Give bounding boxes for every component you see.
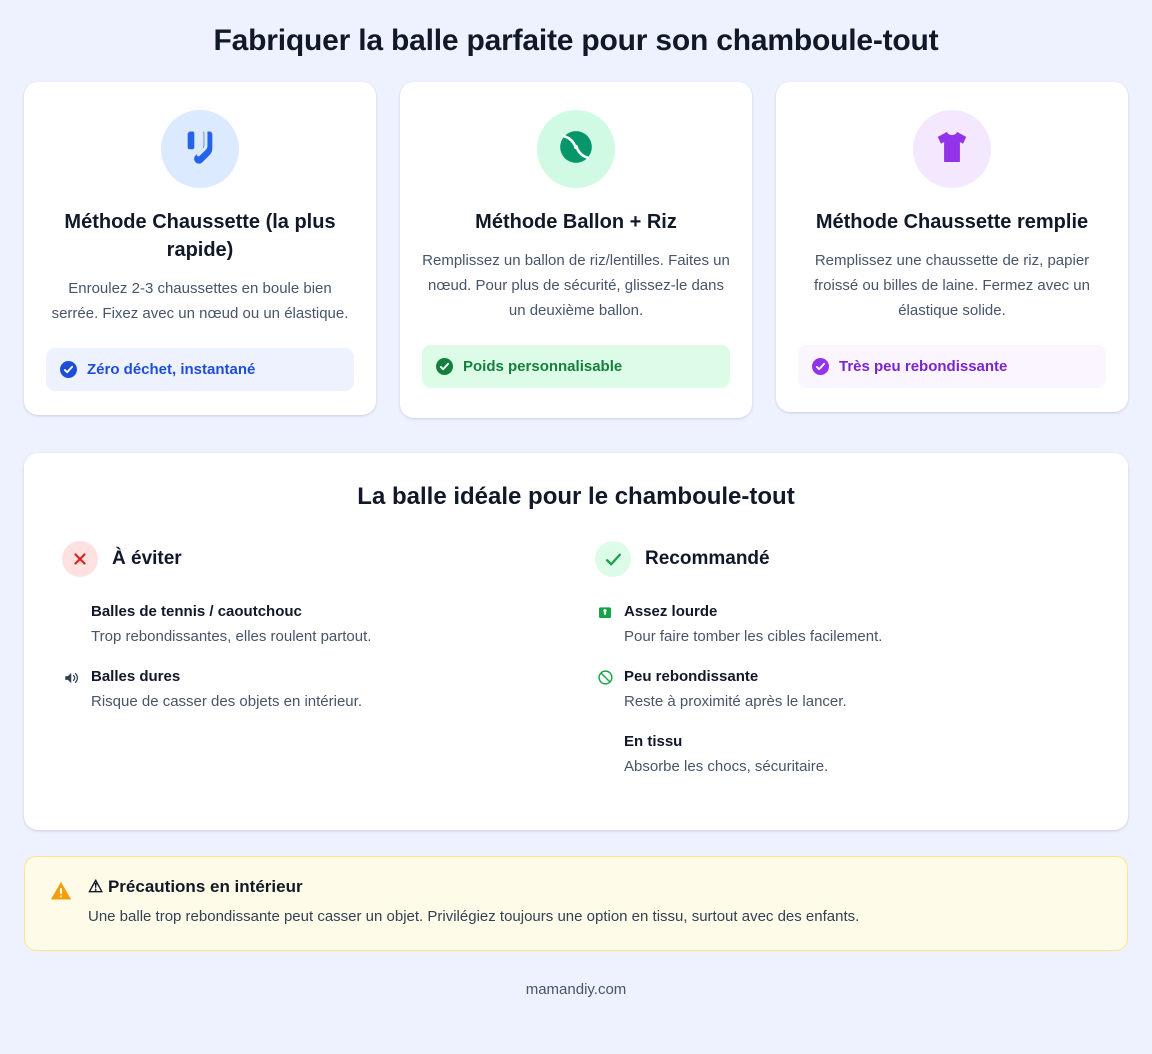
method-description: Remplissez un ballon de riz/lentilles. Faites un nœud. Pour plus de sécurité, glissez-le dans un deuxième ballon.	[422, 252, 730, 319]
list-item-title: Assez lourde	[624, 603, 718, 620]
methods-row	[24, 82, 1128, 418]
method-badge-label: Très peu rebondissante	[839, 358, 1008, 375]
avoid-heading-label: À éviter	[112, 548, 182, 569]
socks-icon-circle	[161, 110, 239, 188]
check-circle-icon	[595, 541, 631, 577]
list-item	[62, 666, 557, 713]
method-card-socks[interactable]	[24, 82, 376, 415]
list-item	[595, 601, 1090, 648]
avoid-column	[62, 541, 557, 796]
check-circle-icon	[436, 358, 453, 375]
list-item-desc: Reste à proximité après le lancer.	[624, 693, 847, 710]
method-description: Enroulez 2-3 chaussettes en boule bien serrée. Fixez avec un nœud ou un élastique.	[51, 280, 349, 322]
warning-triangle-icon	[49, 877, 73, 928]
x-circle-icon	[62, 541, 98, 577]
tshirt-icon	[933, 128, 971, 171]
tennis-ball-icon-circle	[537, 110, 615, 188]
page-title: Fabriquer la balle parfaite pour son chamboule-tout	[213, 24, 939, 57]
list-item	[595, 731, 1090, 778]
method-badge	[46, 348, 354, 391]
list-item-desc: Risque de casser des objets en intérieur.	[91, 693, 362, 710]
method-badge-label: Zéro déchet, instantané	[87, 361, 256, 378]
list-item-title: Balles dures	[91, 668, 181, 685]
avoid-heading	[62, 541, 557, 577]
method-badge	[422, 345, 730, 388]
list-item-desc: Absorbe les chocs, sécuritaire.	[624, 758, 829, 775]
list-item-desc: Trop rebondissantes, elles roulent partout.	[91, 628, 372, 645]
method-title: Méthode Ballon + Riz	[475, 211, 677, 233]
no-bounce-icon	[595, 666, 615, 686]
list-item-title: Balles de tennis / caoutchouc	[91, 603, 302, 620]
check-circle-icon	[812, 358, 829, 375]
speaker-icon	[62, 666, 82, 687]
footer-site-name: mamandiy.com	[525, 981, 627, 998]
warning-title: ⚠ Précautions en intérieur	[88, 877, 303, 896]
ideal-ball-title: La balle idéale pour le chamboule-tout	[357, 483, 795, 510]
tennis-ball-icon	[557, 128, 595, 171]
check-circle-icon	[60, 361, 77, 378]
ideal-columns	[62, 541, 1090, 796]
method-card-balloon-rice[interactable]	[400, 82, 752, 418]
method-card-filled-sock[interactable]	[776, 82, 1128, 412]
ideal-ball-card	[24, 453, 1128, 830]
method-description: Remplissez une chaussette de riz, papier froissé ou billes de laine. Fermez avec un élastique solide.	[814, 252, 1090, 319]
list-item-desc: Pour faire tomber les cibles facilement.	[624, 628, 883, 645]
list-item-title: En tissu	[624, 733, 683, 750]
method-badge-label: Poids personnalisable	[463, 358, 623, 375]
method-badge	[798, 345, 1106, 388]
tshirt-icon-circle	[913, 110, 991, 188]
weight-icon	[595, 601, 615, 620]
list-item	[595, 666, 1090, 713]
recommended-column	[595, 541, 1090, 796]
socks-icon	[181, 128, 219, 171]
warning-body	[88, 877, 859, 928]
recommended-heading-label: Recommandé	[645, 548, 770, 569]
method-title: Méthode Chaussette (la plus rapide)	[64, 211, 336, 261]
warning-text: Une balle trop rebondissante peut casser un objet. Privilégiez toujours une option en tissu, surtout avec des enfants.	[88, 908, 860, 925]
method-title: Méthode Chaussette remplie	[815, 211, 1089, 233]
recommended-heading	[595, 541, 1090, 577]
list-item-title: Peu rebondissante	[624, 668, 759, 685]
list-item	[62, 601, 557, 648]
warning-banner	[24, 856, 1128, 951]
